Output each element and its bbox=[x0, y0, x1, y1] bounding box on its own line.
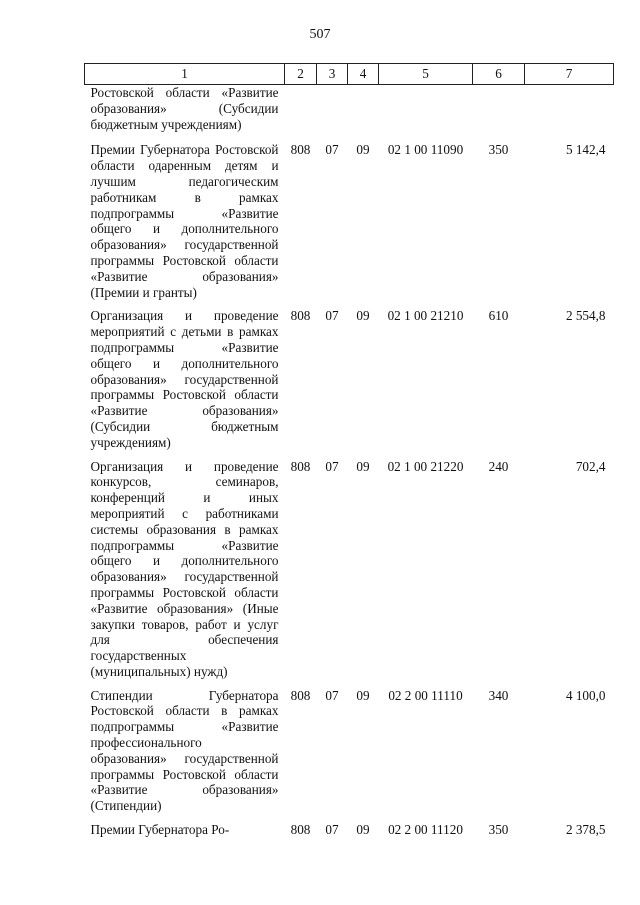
cell-expense-type: 240 bbox=[488, 458, 509, 474]
column-header: 5 bbox=[379, 64, 473, 85]
table-row bbox=[85, 308, 614, 458]
cell-target-article: 02 1 00 21210 bbox=[387, 308, 464, 324]
cell-subsection bbox=[348, 85, 379, 143]
table-row bbox=[85, 688, 614, 822]
table-row bbox=[85, 85, 614, 143]
cell-amount: 4 100,0 bbox=[565, 687, 606, 703]
cell-amount: 2 378,5 bbox=[565, 822, 606, 838]
cell-ministry-code: 808 bbox=[290, 142, 311, 158]
cell-ministry-code: 808 bbox=[290, 308, 311, 324]
cell-target-article: 02 1 00 21220 bbox=[387, 458, 464, 474]
row-description: Организация и проведение конкурсов, семинаров, конференций и иных мероприятий с работниками системы образования в рамках подпрограммы «Развитие общего и дополнительного образования» государственной программы Ростовской области «Развитие образования» (Иные закупки товаров, работ и услуг для обеспечения государственных (муниципальных) нужд) bbox=[90, 458, 279, 679]
cell-target-article: 02 2 00 11120 bbox=[388, 822, 463, 838]
cell-section bbox=[317, 85, 348, 143]
table-row bbox=[85, 459, 614, 688]
column-header: 7 bbox=[525, 64, 614, 85]
cell-target-article bbox=[379, 85, 473, 143]
cell-expense-type: 350 bbox=[488, 142, 509, 158]
cell-amount: 702,4 bbox=[575, 458, 606, 474]
cell-expense-type: 350 bbox=[488, 822, 509, 838]
cell-subsection: 09 bbox=[356, 822, 370, 838]
cell-section: 07 bbox=[325, 142, 339, 158]
cell-subsection: 09 bbox=[356, 687, 370, 703]
cell-ministry-code: 808 bbox=[290, 687, 311, 703]
cell-section: 07 bbox=[325, 822, 339, 838]
column-header: 4 bbox=[348, 64, 379, 85]
cell-expense-type: 340 bbox=[488, 687, 509, 703]
row-description: Премии Губернатора Ро- bbox=[90, 822, 230, 838]
cell-amount: 5 142,4 bbox=[565, 142, 606, 158]
cell-ministry-code: 808 bbox=[290, 458, 311, 474]
row-description: Организация и проведение мероприятий с детьми в рамках подпрограммы «Развитие общего и дополнительного образования» государственной программы Ростовской области «Развитие образования» (Субсидии бюджетным учреждениям) bbox=[90, 308, 279, 450]
cell-target-article: 02 1 00 11090 bbox=[387, 142, 464, 158]
cell-ministry-code: 808 bbox=[290, 822, 311, 838]
column-header: 2 bbox=[285, 64, 317, 85]
table-row bbox=[85, 142, 614, 308]
row-description: Премии Губернатора Ростовской области одаренным детям и лучшим педагогическим работникам в рамках подпрограммы «Развитие общего и дополнительного образования» государственной программы Ростовской области «Развитие образования» (Премии и гранты) bbox=[90, 142, 279, 300]
cell-section: 07 bbox=[325, 308, 339, 324]
cell-subsection: 09 bbox=[356, 458, 370, 474]
cell-expense-type bbox=[473, 85, 525, 143]
row-description: Ростовской области «Развитие образования» (Субсидии бюджетным учреждениям) bbox=[90, 85, 279, 132]
cell-section: 07 bbox=[325, 458, 339, 474]
cell-subsection: 09 bbox=[356, 308, 370, 324]
column-header: 3 bbox=[317, 64, 348, 85]
cell-target-article: 02 2 00 11110 bbox=[388, 687, 463, 703]
budget-table bbox=[84, 63, 614, 846]
cell-amount bbox=[525, 85, 614, 143]
cell-ministry-code bbox=[285, 85, 317, 143]
page-number: 507 bbox=[309, 27, 331, 42]
cell-expense-type: 610 bbox=[488, 308, 509, 324]
cell-amount: 2 554,8 bbox=[565, 308, 606, 324]
cell-subsection: 09 bbox=[356, 142, 370, 158]
cell-section: 07 bbox=[325, 687, 339, 703]
table-header-row bbox=[85, 64, 614, 85]
table-row bbox=[85, 822, 614, 846]
row-description: Стипендии Губернатора Ростовской области в рамках подпрограммы «Развитие профессионального образования» государственной программы Ростовской области «Развитие образования» (Стипендии) bbox=[90, 687, 279, 814]
column-header: 6 bbox=[473, 64, 525, 85]
column-header: 1 bbox=[85, 64, 285, 85]
